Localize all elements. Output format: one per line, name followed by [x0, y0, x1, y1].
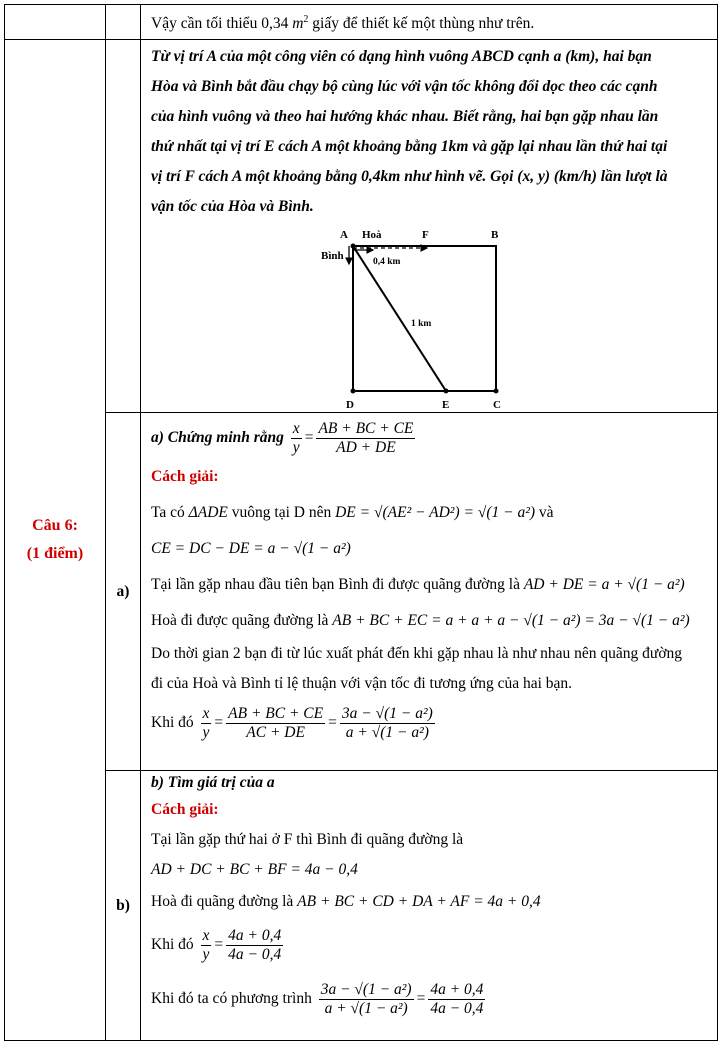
part-a-label: a): [116, 582, 130, 600]
square-figure: [141, 222, 720, 412]
label-binh: Bình: [321, 250, 344, 263]
label-f: F: [422, 229, 429, 242]
question-label: Câu 6:: [32, 517, 78, 535]
part-a-content: a) Chứng minh rằng $\frac{x}{y}$ = $\frac{AB + BC + CE}{AD + DE}$ Cách giải: Ta có ΔADE vuông tại D nên DE = √(AE² − AD²) = √(1 − a²) và CE = DC − DE = a − √(1 − a²) Tại lần gặp nhau đầu tiên bạn Bình đi được quãng đường là AD + DE = a + √(1 − a²) Hoà đi được quãng đường là AB + BC + EC = a + a + a − √(1 − a²) = 3a − √(1 − a²) Do thời gian 2 bạn đi từ lúc xuất phát đến khi gặp nhau là như nhau nên quãng đường đi của Hoà và Bình tỉ lệ thuận với vận tốc đi tương ứng của hai bạn. Khi đó $\frac{x}{y}$ = $\frac{AB + BC + CE}{AC + DE}$ = $\frac{\text{3a − √(1 − a²)}}{\text{a + √(1 − a²)}}$: [151, 420, 690, 742]
solution-table: [4, 4, 718, 1041]
label-e: E: [442, 399, 450, 412]
point-a: [351, 244, 356, 249]
row-problem: [5, 40, 718, 413]
label-d: D: [346, 399, 354, 412]
label-c: C: [493, 399, 501, 412]
previous-answer: Vậy cần tối thiểu 0,34 $m^2$ giấy để thiết kế một thùng như trên.: [151, 14, 535, 33]
row-previous-answer: [5, 5, 718, 40]
point-d: [351, 389, 356, 394]
label-hoa: Hoà: [362, 229, 382, 242]
question-points: (1 điểm): [26, 545, 84, 563]
row-part-b: [5, 771, 718, 1041]
label-a: A: [340, 229, 348, 242]
point-e: [444, 389, 449, 394]
part-b-content: b) Tìm giá trị của a Cách giải: Tại lần gặp thứ hai ở F thì Bình đi quãng đường là AD + DC + BC + BF = 4a − 0,4 Hoà đi quãng đường là AB + BC + CD + DA + AF = 4a + 0,4 Khi đó $\frac{x}{y}$ = $\frac{4a + 0,4}{4a - 0,4}$ Khi đó ta có phương trình $\frac{\text{3a − √(1 − a²)}}{\text{a + √(1 − a²)}}$ = $\frac{4a + 0,4}{4a - 0,4}$: [151, 774, 541, 1018]
row-part-a: [5, 413, 718, 771]
point-c: [494, 389, 499, 394]
question-cell: [5, 40, 106, 1041]
label-dist-af: 0,4 km: [373, 257, 401, 268]
part-b-label: b): [116, 896, 130, 914]
problem-text: Từ vị trí A của một công viên có dạng hình vuông ABCD cạnh a (km), hai bạn Hòa và Bình bắt đầu chạy bộ cùng lúc với vận tốc không đổi dọc theo các cạnh của hình vuông và theo hai hướng khác nhau. Biết rằng, hai bạn gặp nhau lần thứ nhất tại vị trí E cách A một khoảng bằng 1km và gặp lại nhau lần thứ hai tại vị trí F cách A một khoảng bằng 0,4km như hình vẽ. Gọi (x, y) (km/h) lần lượt là vận tốc của Hòa và Bình.: [151, 48, 668, 216]
label-dist-ae: 1 km: [411, 319, 432, 330]
segment-ae: [353, 246, 446, 391]
label-b: B: [491, 229, 499, 242]
